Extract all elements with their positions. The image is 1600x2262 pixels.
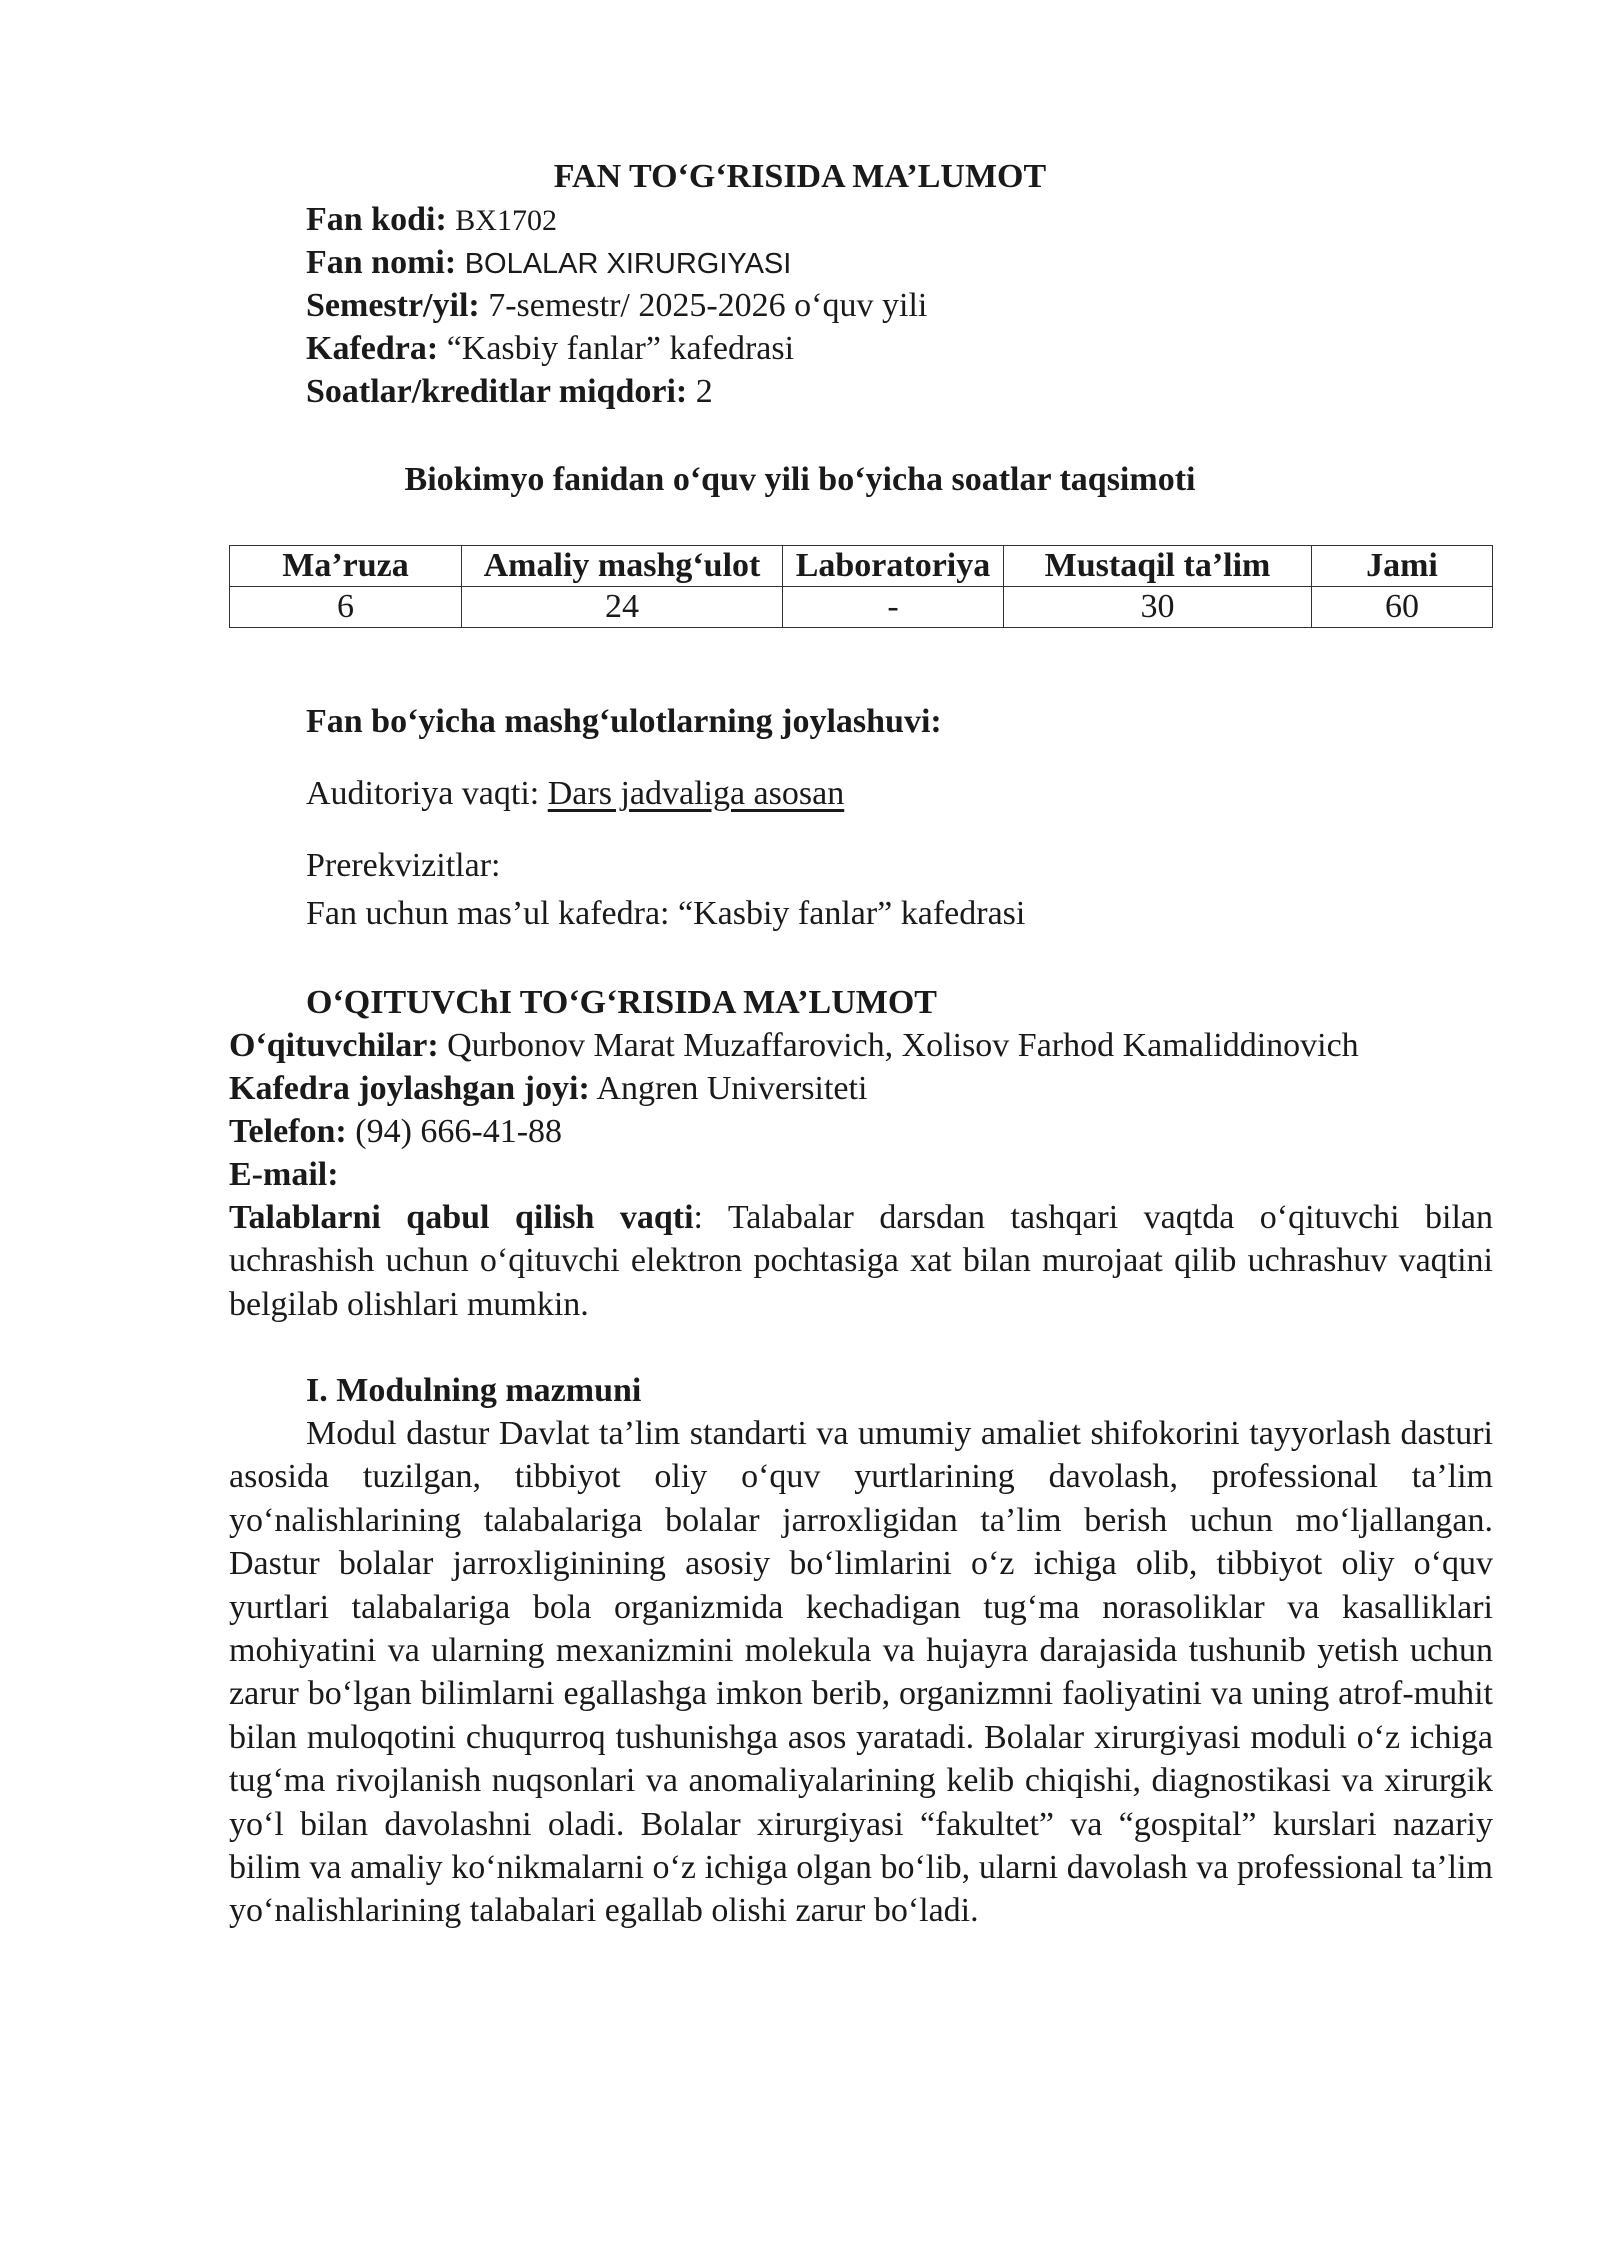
location-label: Kafedra joylashgan joyi: bbox=[229, 1070, 590, 1107]
location-value: Angren Universiteti bbox=[589, 1070, 868, 1107]
credits-line bbox=[306, 370, 713, 413]
teachers-line bbox=[229, 1024, 1359, 1067]
semester-line bbox=[306, 284, 927, 327]
module-heading: I. Modulning mazmuni bbox=[306, 1372, 642, 1409]
department-line bbox=[306, 327, 794, 370]
hours-title: Biokimyo fanidan o‘quv yili bo‘yicha soatlar taqsimoti bbox=[404, 461, 1196, 498]
teachers-value: Qurbonov Marat Muzaffarovich, Xolisov Farhod Kamaliddinovich bbox=[438, 1027, 1359, 1064]
value-lecture: 6 bbox=[230, 587, 462, 628]
course-name-label: Fan nomi: bbox=[306, 244, 457, 281]
header-laboratory: Laboratoriya bbox=[783, 546, 1004, 587]
course-name-value: BOLALAR XIRURGIYASI bbox=[464, 248, 792, 280]
course-code-label: Fan kodi: bbox=[306, 201, 447, 238]
prerequisites-label: Prerekvizitlar: bbox=[306, 847, 501, 884]
credits-label: Soatlar/kreditlar miqdori: bbox=[306, 373, 688, 410]
header-lecture: Ma’ruza bbox=[230, 546, 462, 587]
hours-table bbox=[229, 545, 1493, 628]
course-code-value: BX1702 bbox=[455, 204, 557, 237]
hours-table-value-row bbox=[230, 587, 1493, 628]
credits-value: 2 bbox=[695, 373, 713, 410]
email-label: E-mail: bbox=[229, 1156, 339, 1193]
office-hours-paragraph bbox=[229, 1196, 1493, 1326]
phone-value: (94) 666-41-88 bbox=[346, 1113, 563, 1150]
auditorium-label: Auditoriya vaqti: bbox=[306, 775, 548, 812]
document-title: FAN TO‘G‘RISIDA MA’LUMOT bbox=[553, 158, 1047, 195]
semester-value: 7-semestr/ 2025-2026 o‘quv yili bbox=[488, 287, 928, 324]
value-practical: 24 bbox=[462, 587, 783, 628]
course-code-line bbox=[306, 198, 557, 242]
phone-line bbox=[229, 1110, 562, 1153]
schedule-heading: Fan bo‘yicha mashg‘ulotlarning joylashuvi: bbox=[306, 703, 942, 740]
value-total: 60 bbox=[1312, 587, 1493, 628]
auditorium-line bbox=[306, 772, 844, 815]
teachers-label: O‘qituvchilar: bbox=[229, 1027, 439, 1064]
office-hours-value: : Talabalar darsdan tashqari vaqtda o‘qituvchi bilan uchrashish uchun o‘qituvchi elektron pochtasiga xat bilan murojaat qilib uchrashuv vaqtini belgilab olishlari mumkin. bbox=[229, 1199, 1494, 1323]
location-line bbox=[229, 1067, 867, 1110]
module-body-paragraph bbox=[229, 1412, 1493, 1933]
module-body-text: Modul dastur Davlat ta’lim standarti va umumiy amaliet shifokorini tayyorlash dasturi asosida tuzilgan, tibbiyot oliy o‘quv yurtlarining davolash, professional ta’lim yo‘nalishlarining talabalariga bolalar jarroxligidan ta’lim berish uchun mo‘ljallangan. Dastur bolalar jarroxliginining asosiy bo‘limlarini o‘z ichiga olib, tibbiyot oliy o‘quv yurtlari talabalariga bola organizmida kechadigan tug‘ma norasoliklar va kasalliklari mohiyatini va ularning mexanizmini molekula va hujayra darajasida tushunib yetish uchun zarur bo‘lgan bilimlarni egallashga imkon berib, organizmni faoliyatini va uning atrof-muhit bilan muloqotini chuqurroq tushunishga asos yaratadi. Bolalar xirurgiyasi moduli o‘z ichiga tug‘ma rivojlanish nuqsonlari va anomaliyalarining kelib chiqishi, diagnostikasi va xirurgik yo‘l bilan davolashni oladi. Bolalar xirurgiyasi “fakultet” va “gospital” kurslari nazariy bilim va amaliy ko‘nikmalarni o‘z ichiga olgan bo‘lib, ularni davolash va professional ta’lim yo‘nalishlarining talabalari egallab olishi zarur bo‘ladi. bbox=[229, 1415, 1493, 1930]
value-laboratory: - bbox=[783, 587, 1004, 628]
header-total: Jami bbox=[1312, 546, 1493, 587]
header-independent: Mustaqil ta’lim bbox=[1004, 546, 1312, 587]
hours-table-header-row bbox=[230, 546, 1493, 587]
semester-label: Semestr/yil: bbox=[306, 287, 480, 324]
teacher-heading: O‘QITUVChI TO‘G‘RISIDA MA’LUMOT bbox=[306, 984, 937, 1021]
course-name-line bbox=[306, 241, 791, 286]
value-independent: 30 bbox=[1004, 587, 1312, 628]
office-hours-label: Talablarni qabul qilish vaqti bbox=[229, 1199, 694, 1236]
phone-label: Telefon: bbox=[229, 1113, 347, 1150]
responsible-department: Fan uchun mas’ul kafedra: “Kasbiy fanlar” kafedrasi bbox=[306, 895, 1026, 932]
header-practical: Amaliy mashg‘ulot bbox=[462, 546, 783, 587]
auditorium-value: Dars jadvaliga asosan bbox=[547, 775, 845, 812]
department-label: Kafedra: bbox=[306, 330, 439, 367]
department-value: “Kasbiy fanlar” kafedrasi bbox=[446, 330, 795, 367]
